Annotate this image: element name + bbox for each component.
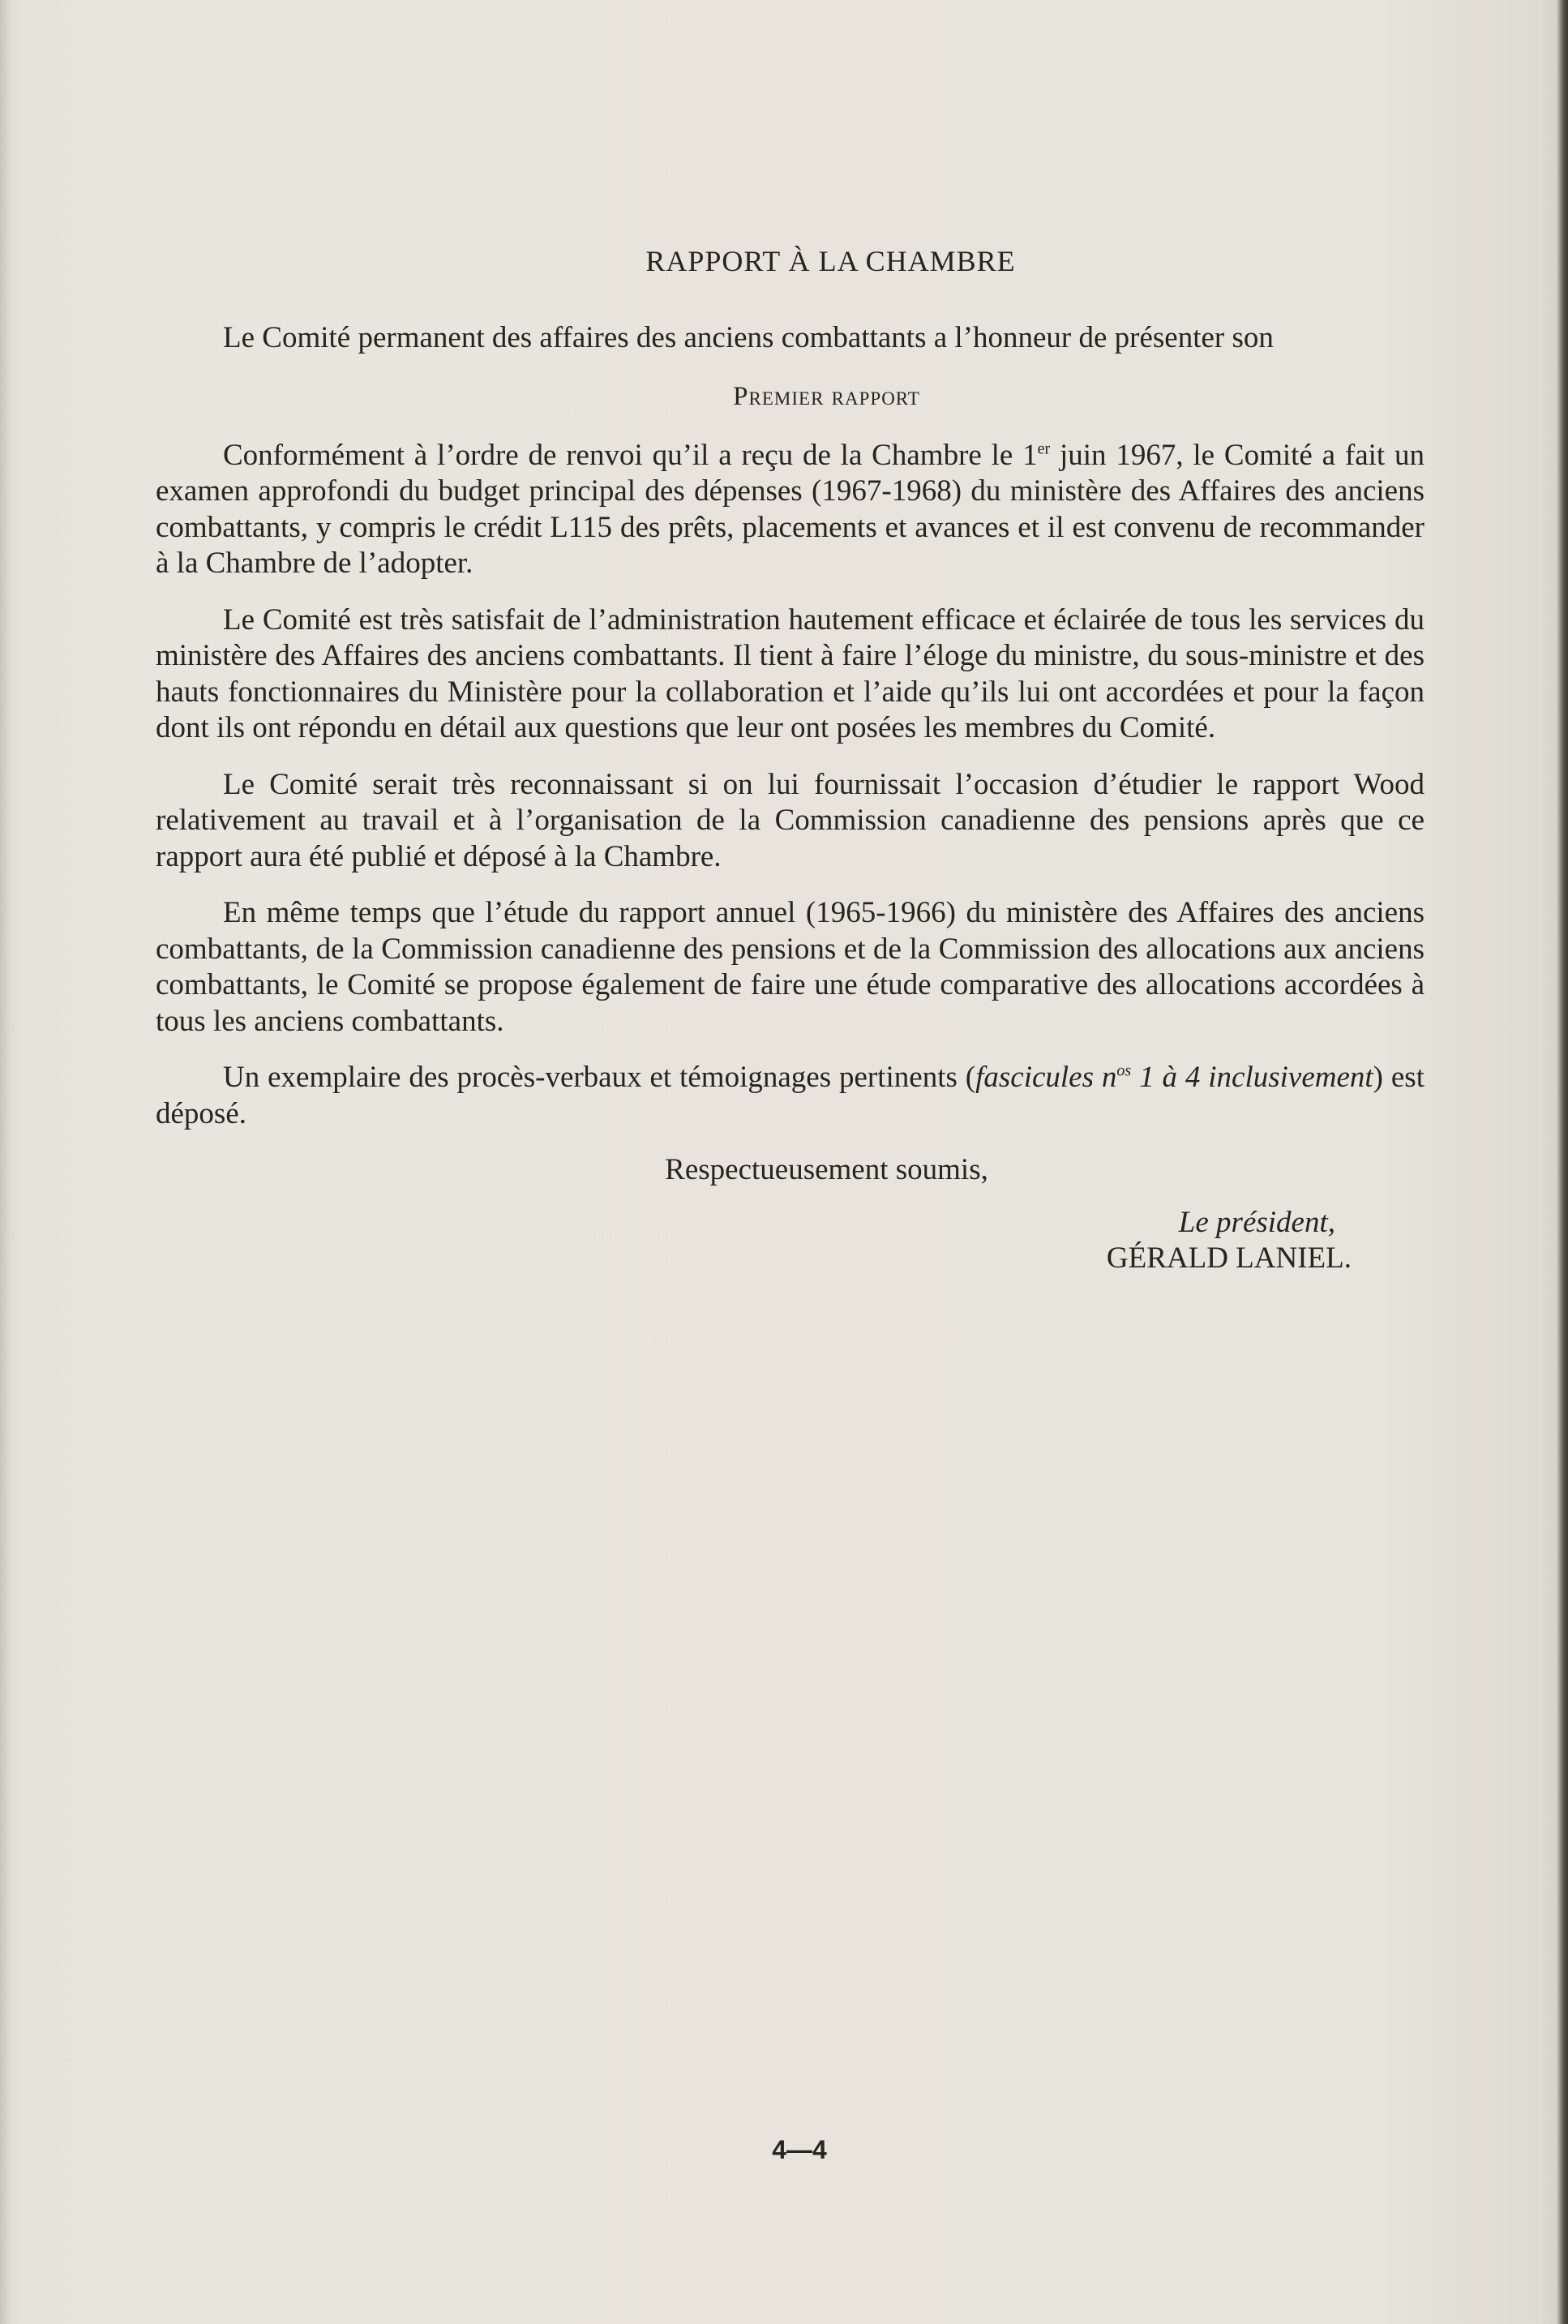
paragraph-5-end: ) est déposé. — [156, 1061, 1424, 1130]
closing-line: Respectueusement soumis, — [665, 1153, 988, 1186]
paragraph-1 — [156, 438, 1424, 582]
signature-role-line — [156, 1205, 1424, 1241]
paragraph-4: En même temps que l’étude du rapport annuel (1965-1966) du ministère des Affaires des anciens combattants, de la Commission canadienne des pensions et de la Commission des allocations aux anciens combattants, le Comité se propose également de faire une étude comparative des allocations accordées à tous les anciens combattants. — [156, 896, 1424, 1038]
paragraph-5-italic-b: 1 à 4 inclusivement — [1131, 1061, 1373, 1094]
signature-name: GÉRALD LANIEL. — [1106, 1241, 1352, 1275]
page-binding-edge — [1557, 0, 1568, 2324]
report-heading: Premier rapport — [733, 382, 920, 411]
paragraph-5 — [156, 1060, 1424, 1132]
ordinal-superscript: er — [1037, 440, 1051, 458]
page-left-edge — [0, 0, 10, 2324]
paragraph-2: Le Comité est très satisfait de l’administration hautement efficace et éclairée de tous les services du ministère des Affaires des anciens combattants. Il tient à faire l’éloge du ministre, du sous-ministre et des hauts fonctionnaires du Ministère pour la collaboration et l’aide qu’ils lui ont accordées et pour la façon dont ils ont répondu en détail aux questions que leur ont posées les membres du Comité. — [156, 602, 1424, 744]
numero-superscript — [1116, 1062, 1131, 1080]
paragraph-1-rest: juin 1967, le Comité a fait un examen approfondi du budget principal des dépenses (1967-1968) du ministère des Affaires des anciens combattants, y compris le crédit L115 des prêts, placements et avances et il est convenu de recommander à la Chambre de l’adopter. — [156, 438, 1424, 580]
page-number: 4—4 — [772, 2135, 827, 2164]
paragraph-3: Le Comité serait très reconnaissant si on lui fournissait l’occasion d’étudier le rapport Wood relativement au travail et à l’organisation de la Commission canadienne des pensions après que ce rapport aura été publié et déposé à la Chambre. — [156, 767, 1424, 873]
signature-role: Le président, — [1178, 1205, 1335, 1239]
paragraph-1-start: Conformément à l’ordre de renvoi qu’il a reçu de la Chambre le 1 — [223, 438, 1038, 472]
intro-paragraph: Le Comité permanent des affaires des anciens combattants a l’honneur de présenter son — [223, 320, 1274, 354]
paragraph-5-italic-a: fascicules n — [975, 1061, 1117, 1094]
report-body — [156, 243, 1424, 1277]
report-title: RAPPORT À LA CHAMBRE — [645, 245, 1016, 277]
paragraph-5-start: Un exemplaire des procès-verbaux et témoignages pertinents ( — [223, 1061, 976, 1094]
numero-superscript-text: os — [1116, 1061, 1132, 1080]
